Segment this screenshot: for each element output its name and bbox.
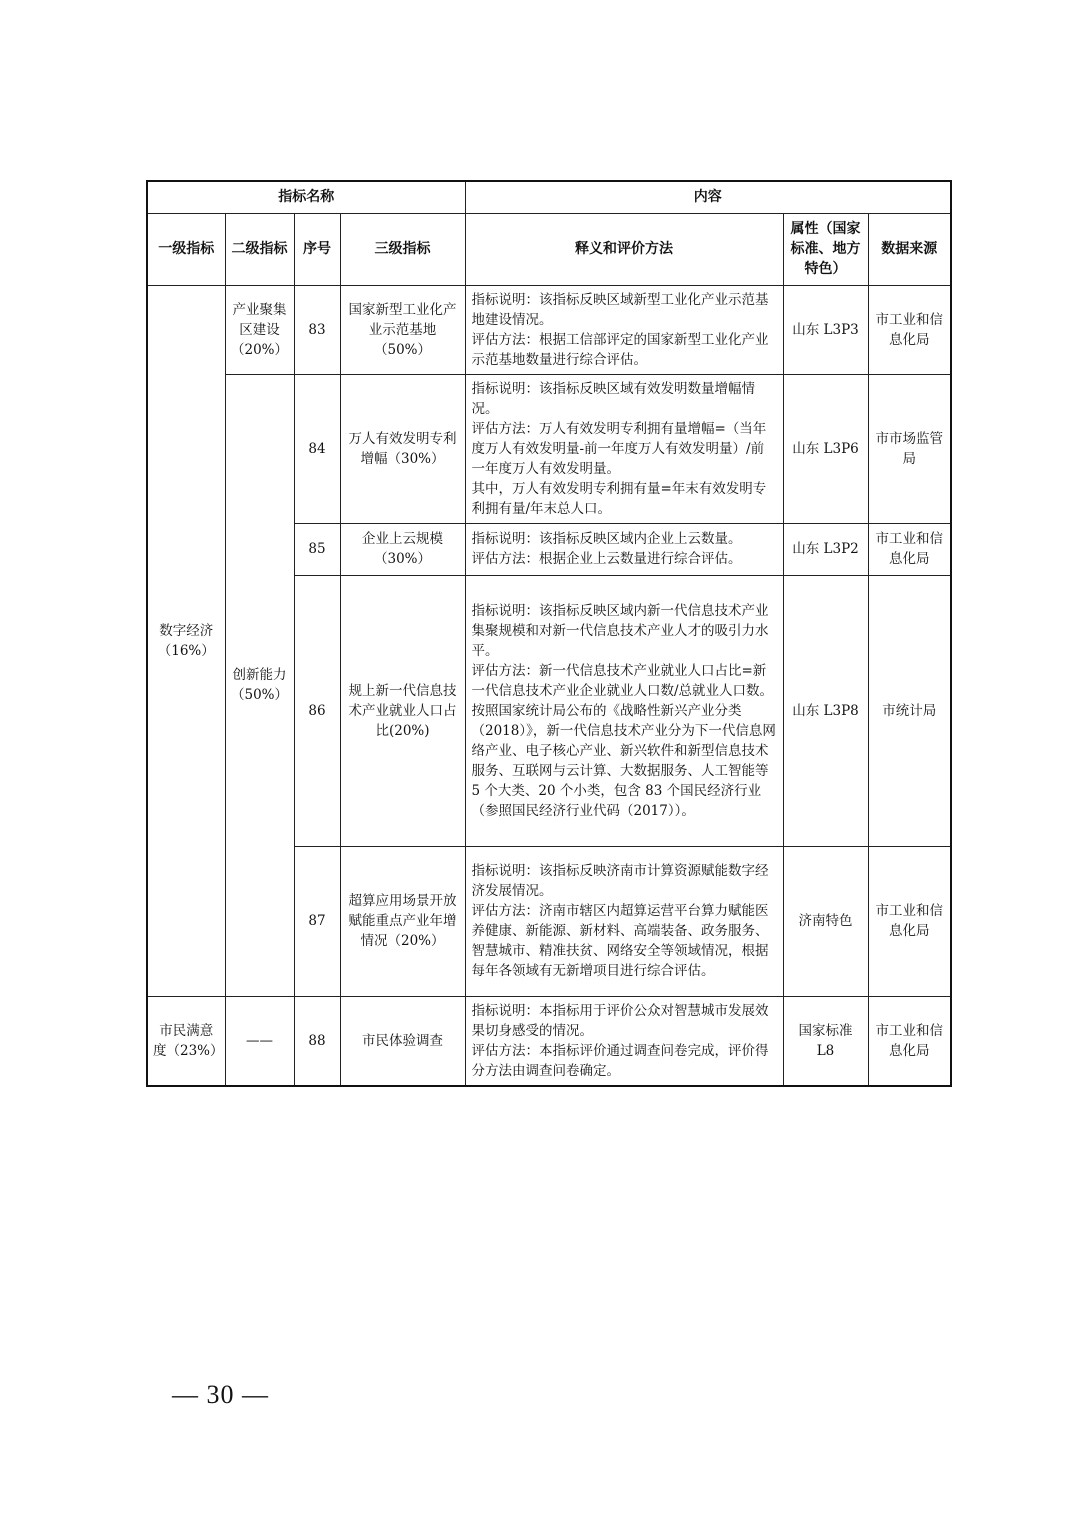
row-seq: 85 (294, 523, 340, 575)
row-level3: 企业上云规模（30%） (340, 523, 465, 575)
table-row (147, 285, 951, 374)
desc-line: 评估方法：万人有效发明专利拥有量增幅=（当年度万人有效发明量-前一年度万人有效发明量）/前一年度万人有效发明量。 (471, 420, 767, 477)
desc-line: 评估方法：济南市辖区内超算运营平台算力赋能医养健康、新能源、新材料、高端装备、政务服务、智慧城市、精准扶贫、网络安全等领域情况，根据每年各领域有无新增项目进行综合评估。 (471, 903, 769, 979)
row-seq: 87 (294, 846, 340, 996)
row-level3: 国家新型工业化产业示范基地（50%） (340, 285, 465, 374)
col-level1: 一级指标 (147, 213, 225, 285)
row-attribute: 山东 L3P8 (783, 575, 868, 846)
desc-line: 指标说明：该指标反映济南市计算资源赋能数字经济发展情况。 (471, 863, 769, 899)
row-level3: 超算应用场景开放赋能重点产业年增情况（20%） (340, 846, 465, 996)
row-level3: 万人有效发明专利增幅（30%） (340, 374, 465, 523)
row-seq: 86 (294, 575, 340, 846)
row-source: 市工业和信息化局 (868, 523, 951, 575)
col-method: 释义和评价方法 (465, 213, 783, 285)
row-source: 市统计局 (868, 575, 951, 846)
row-desc (465, 575, 783, 846)
header-content: 内容 (465, 181, 951, 213)
row-source: 市工业和信息化局 (868, 996, 951, 1086)
header-group-row (147, 181, 951, 213)
desc-line: 指标说明：该指标反映区域内企业上云数量。 (471, 531, 742, 547)
col-level2: 二级指标 (225, 213, 294, 285)
desc-line: 按照国家统计局公布的《战略性新兴产业分类（2018）》，新一代信息技术产业分为下一代信息网络产业、电子核心产业、新兴软件和新型信息技术服务、互联网与云计算、大数据服务、人工智能等 5 个大类、20 个小类，包含 83 个国民经济行业（参照国民经济行业代码（2017））。 (471, 702, 776, 819)
row-attribute: 济南特色 (783, 846, 868, 996)
row-desc (465, 996, 783, 1086)
indicator-table (146, 180, 952, 1087)
row-level3: 规上新一代信息技术产业就业人口占比(20%) (340, 575, 465, 846)
row-attribute: 国家标准 L8 (783, 996, 868, 1086)
level1-citizen-satisfaction: 市民满意度（23%） (147, 996, 225, 1086)
row-attribute: 山东 L3P6 (783, 374, 868, 523)
col-attribute: 属性（国家标准、地方特色） (783, 213, 868, 285)
level2-innovation: 创新能力（50%） (225, 374, 294, 996)
desc-line: 评估方法：本指标评价通过调查问卷完成，评价得分方法由调查问卷确定。 (471, 1042, 769, 1079)
row-desc (465, 846, 783, 996)
col-seq: 序号 (294, 213, 340, 285)
desc-line: 指标说明：该指标反映区域内新一代信息技术产业集聚规模和对新一代信息技术产业人才的吸引力水平。 (471, 602, 769, 659)
row-attribute: 山东 L3P3 (783, 285, 868, 374)
row-level3: 市民体验调查 (340, 996, 465, 1086)
desc-line: 评估方法：新一代信息技术产业就业人口占比=新一代信息技术产业企业就业人口数/总就业人口数。 (471, 662, 774, 699)
header-indicator-name: 指标名称 (147, 181, 465, 213)
row-desc (465, 523, 783, 575)
level1-digital-economy: 数字经济（16%） (147, 285, 225, 996)
row-source: 市工业和信息化局 (868, 285, 951, 374)
col-source: 数据来源 (868, 213, 951, 285)
level2-none: —— (225, 996, 294, 1086)
desc-line: 指标说明：本指标用于评价公众对智慧城市发展效果切身感受的情况。 (471, 1002, 769, 1039)
desc-line: 其中，万人有效发明专利拥有量=年末有效发明专利拥有量/年末总人口。 (471, 480, 767, 517)
row-source: 市市场监管局 (868, 374, 951, 523)
row-attribute: 山东 L3P2 (783, 523, 868, 575)
header-columns-row (147, 213, 951, 285)
table-row (147, 996, 951, 1086)
desc-line: 评估方法：根据工信部评定的国家新型工业化产业示范基地数量进行综合评估。 (471, 331, 769, 368)
page-number: — 30 — (172, 1380, 269, 1409)
row-seq: 83 (294, 285, 340, 374)
desc-line: 指标说明：该指标反映区域新型工业化产业示范基地建设情况。 (471, 291, 769, 328)
desc-line: 指标说明：该指标反映区域有效发明数量增幅情况。 (471, 380, 755, 417)
level2-industry-cluster: 产业聚集区建设（20%） (225, 285, 294, 374)
row-source: 市工业和信息化局 (868, 846, 951, 996)
row-seq: 88 (294, 996, 340, 1086)
row-desc (465, 285, 783, 374)
row-desc (465, 374, 783, 523)
table-row (147, 374, 951, 523)
desc-line: 评估方法：根据企业上云数量进行综合评估。 (471, 551, 742, 567)
row-seq: 84 (294, 374, 340, 523)
col-level3: 三级指标 (340, 213, 465, 285)
